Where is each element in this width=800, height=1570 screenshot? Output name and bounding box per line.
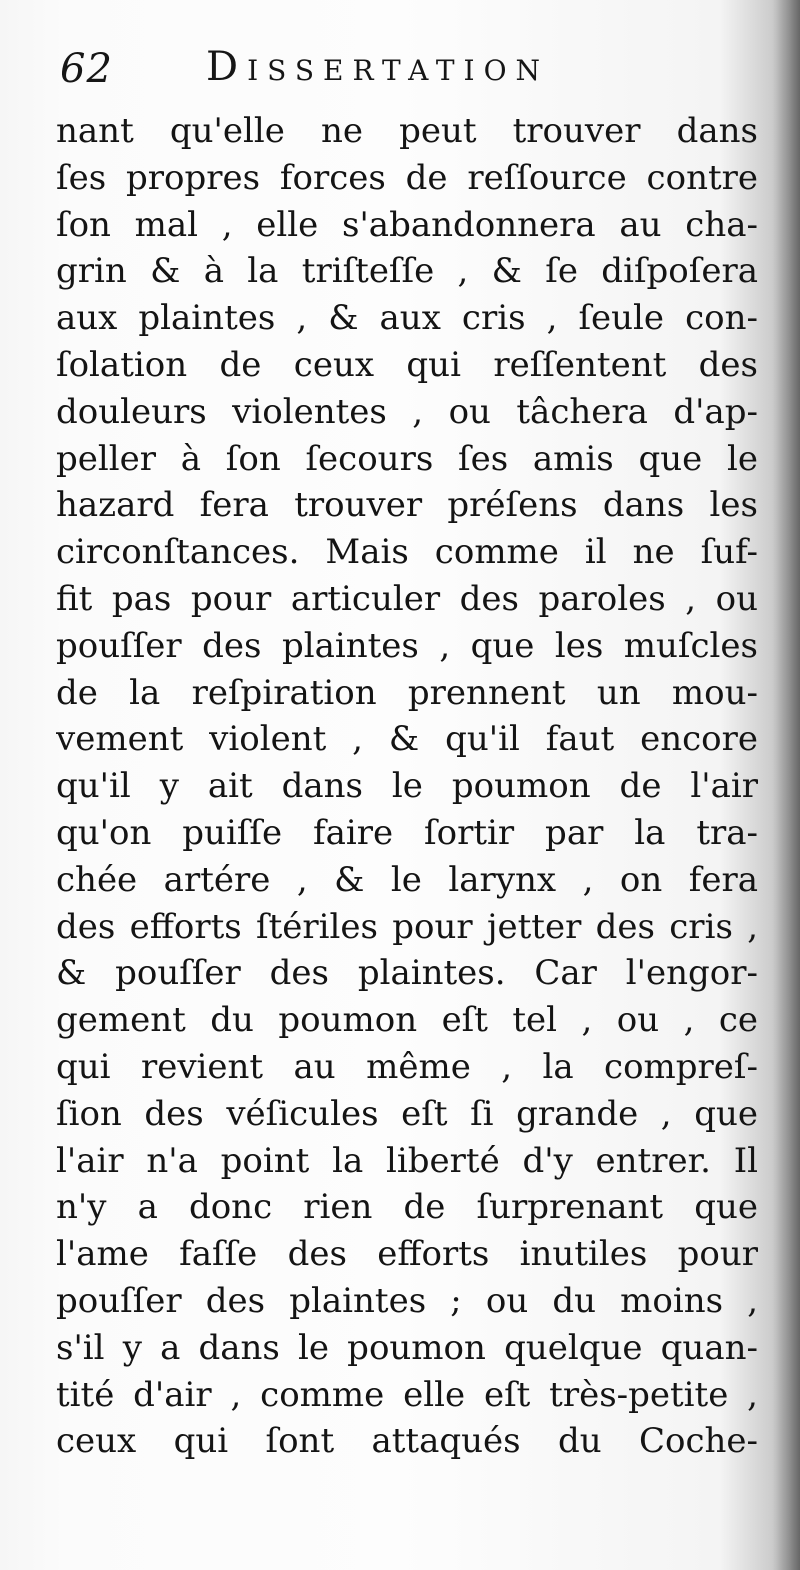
text-line: ceux qui ſont attaqués du Coche- xyxy=(56,1421,758,1462)
text-line: l'air n'a point la liberté d'y entrer. Il xyxy=(56,1140,758,1181)
text-line: chée artére , & le larynx , on fera xyxy=(56,859,758,900)
text-line: l'ame faſſe des efforts inutiles pour xyxy=(56,1234,758,1275)
text-line: pouſſer des plaintes , que les muſcles xyxy=(56,625,758,666)
text-line: hazard fera trouver préſens dans les xyxy=(56,485,758,526)
text-line: fit pas pour articuler des paroles , ou xyxy=(56,578,758,619)
text-line: qu'il y ait dans le poumon de l'air xyxy=(56,766,758,807)
binding-shadow xyxy=(772,0,800,1570)
page-header xyxy=(56,38,756,108)
text-line: gement du poumon eſt tel , ou , ce xyxy=(56,1000,758,1041)
text-line: s'il y a dans le poumon quelque quan- xyxy=(56,1327,758,1368)
running-title: Dissertation xyxy=(206,44,550,90)
text-line: ſolation de ceux qui reſſentent des xyxy=(56,344,758,385)
text-line: nant qu'elle ne peut trouver dans xyxy=(56,111,758,151)
text-line: tité d'air , comme elle eſt très-petite , xyxy=(56,1374,758,1415)
text-line: & pouſſer des plaintes. Car l'engor- xyxy=(56,953,758,994)
body-text xyxy=(56,108,758,1465)
text-line: circonſtances. Mais comme il ne ſuf- xyxy=(56,532,758,573)
text-line: de la reſpiration prennent un mou- xyxy=(56,672,758,713)
text-line: pouſſer des plaintes ; ou du moins , xyxy=(56,1280,758,1321)
text-line: grin & à la triſteſſe , & ſe diſpoſera xyxy=(56,251,758,292)
page-number: 62 xyxy=(60,46,113,92)
text-line: ſion des véſicules eſt ſi grande , que xyxy=(56,1093,758,1134)
text-line: des efforts ſtériles pour jetter des cris , xyxy=(56,906,758,947)
text-line: n'y a donc rien de ſurprenant que xyxy=(56,1187,758,1228)
text-line: qu'on puiſſe faire ſortir par la tra- xyxy=(56,812,758,853)
text-line: ſes propres forces de reſſource contre xyxy=(56,157,758,198)
text-line: vement violent , & qu'il faut encore xyxy=(56,719,758,760)
text-line: douleurs violentes , ou tâchera d'ap- xyxy=(56,391,758,432)
text-line: aux plaintes , & aux cris , ſeule con- xyxy=(56,298,758,339)
text-line: qui revient au même , la compreſ- xyxy=(56,1046,758,1087)
text-line: ſon mal , elle s'abandonnera au cha- xyxy=(56,204,758,245)
text-line: peller à ſon ſecours ſes amis que le xyxy=(56,438,758,479)
